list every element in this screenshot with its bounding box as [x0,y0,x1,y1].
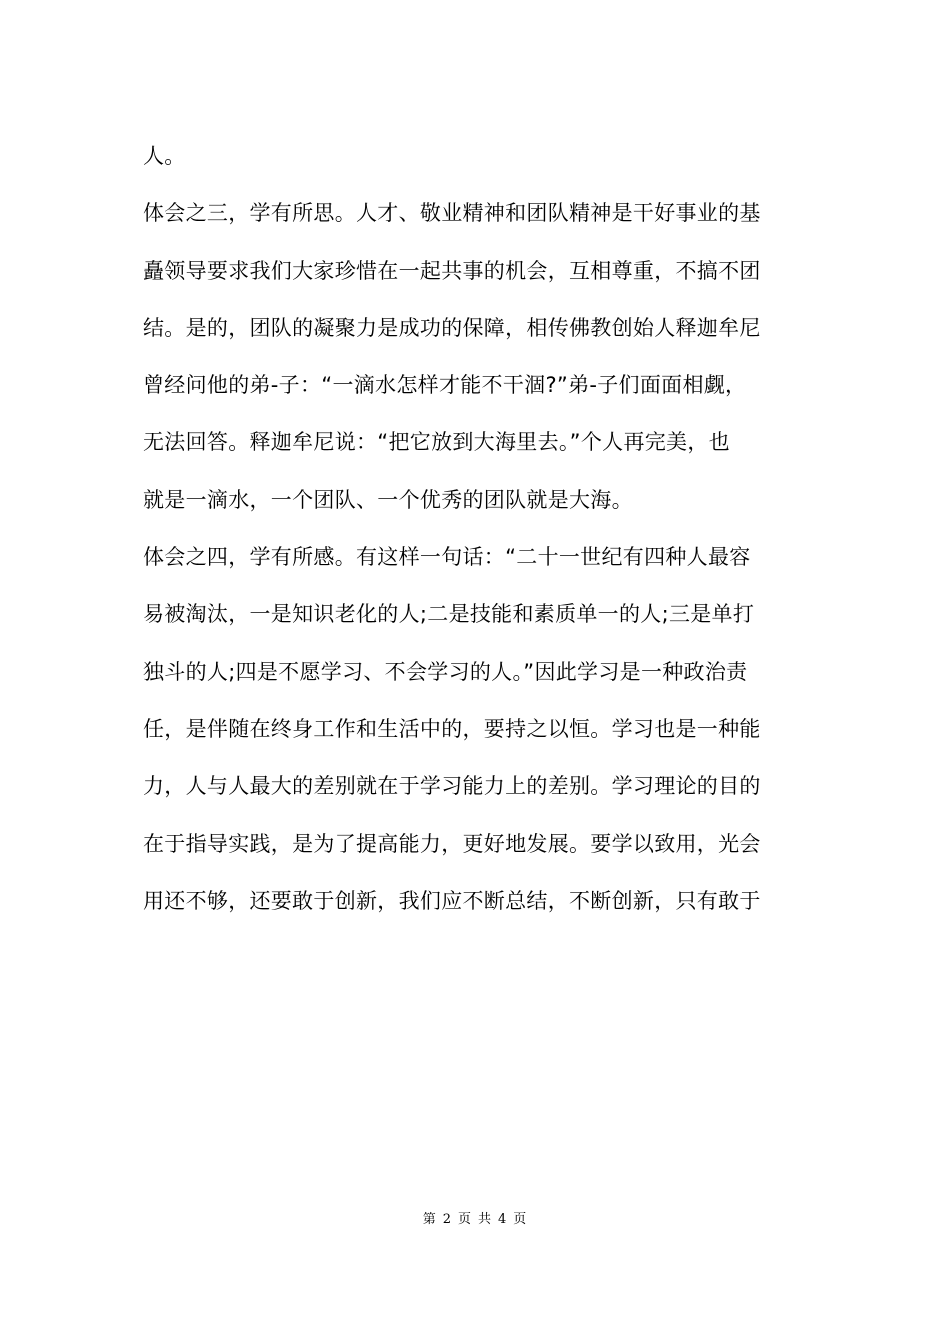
text-line: 独斗的人;四是不愿学习、不会学习的人。”因此学习是一种政治责 [143,659,748,684]
footer-page-word: 页 [457,1212,472,1227]
text-line: 用还不够，还要敢于创新，我们应不断总结，不断创新，只有敢于 [143,888,761,913]
footer-suffix: 页 [513,1212,528,1227]
body-text [143,133,808,935]
text-line: 结。是的，团队的凝聚力是成功的保障，相传佛教创始人释迦牟尼 [143,315,761,340]
total-pages-number: 4 [498,1212,508,1227]
text-line: 在于指导实践，是为了提高能力，更好地发展。要学以致用，光会 [143,831,761,856]
text-line: 曾经问他的弟-子：“一滴水怎样才能不干涸?”弟-子们面面相觑， [143,373,747,398]
text-line: 体会之三，学有所思。人才、敬业精神和团队精神是干好事业的基 [143,201,761,226]
text-line: 任，是伴随在终身工作和生活中的，要持之以恒。学习也是一种能 [143,716,761,741]
footer-total-word: 共 [478,1212,493,1227]
text-line: 就是一滴水，一个团队、一个优秀的团队就是大海。 [143,487,633,512]
footer-prefix: 第 [422,1212,437,1227]
text-line: 矗领导要求我们大家珍惜在一起共事的机会，互相尊重，不搞不团 [143,258,761,283]
text-line: 易被淘汰，一是知识老化的人;二是技能和素质单一的人;三是单打 [143,602,755,627]
text-line: 力，人与人最大的差别就在于学习能力上的差别。学习理论的目的 [143,774,761,799]
text-line: 体会之四，学有所感。有这样一句话：“二十一世纪有四种人最容 [143,545,751,570]
text-line: 人。 [143,144,186,168]
text-line: 无法回答。释迦牟尼说：“把它放到大海里去。”个人再完美，也 [143,430,730,455]
current-page-number: 2 [442,1212,452,1227]
page-footer [0,1208,950,1227]
